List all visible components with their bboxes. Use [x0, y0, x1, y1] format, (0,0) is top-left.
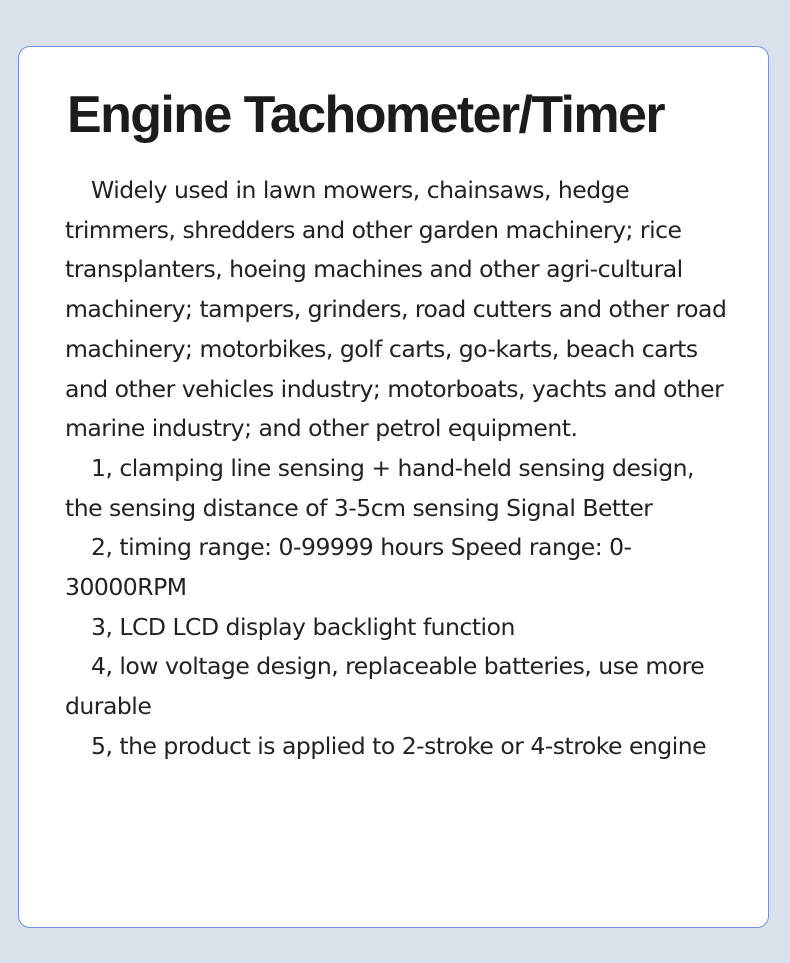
feature-item-5: 5, the product is applied to 2-stroke or 4-stroke engine: [91, 731, 707, 760]
feature-item-3: 3, LCD LCD display backlight function: [91, 612, 515, 641]
description-card: [18, 46, 769, 928]
page-title: Engine Tachometer/Timer: [67, 86, 665, 144]
intro-paragraph: Widely used in lawn mowers, chainsaws, hedge trimmers, shredders and other garden machinery; rice transplanters, hoeing machines and other agri-cultural machinery; tampers, grinders, road cutters and other road machinery; motorbikes, golf carts, go-karts, beach carts and other vehicles industry; motorboats, yachts and other marine industry; and other petrol equipment.: [65, 176, 727, 443]
feature-item-1: 1, clamping line sensing + hand-held sensing design, the sensing distance of 3-5cm sensing Signal Better: [65, 453, 694, 522]
feature-item-2: 2, timing range: 0-99999 hours Speed range: 0-30000RPM: [65, 533, 632, 602]
description-body: [65, 171, 737, 767]
feature-item-4: 4, low voltage design, replaceable batteries, use more durable: [65, 652, 705, 721]
